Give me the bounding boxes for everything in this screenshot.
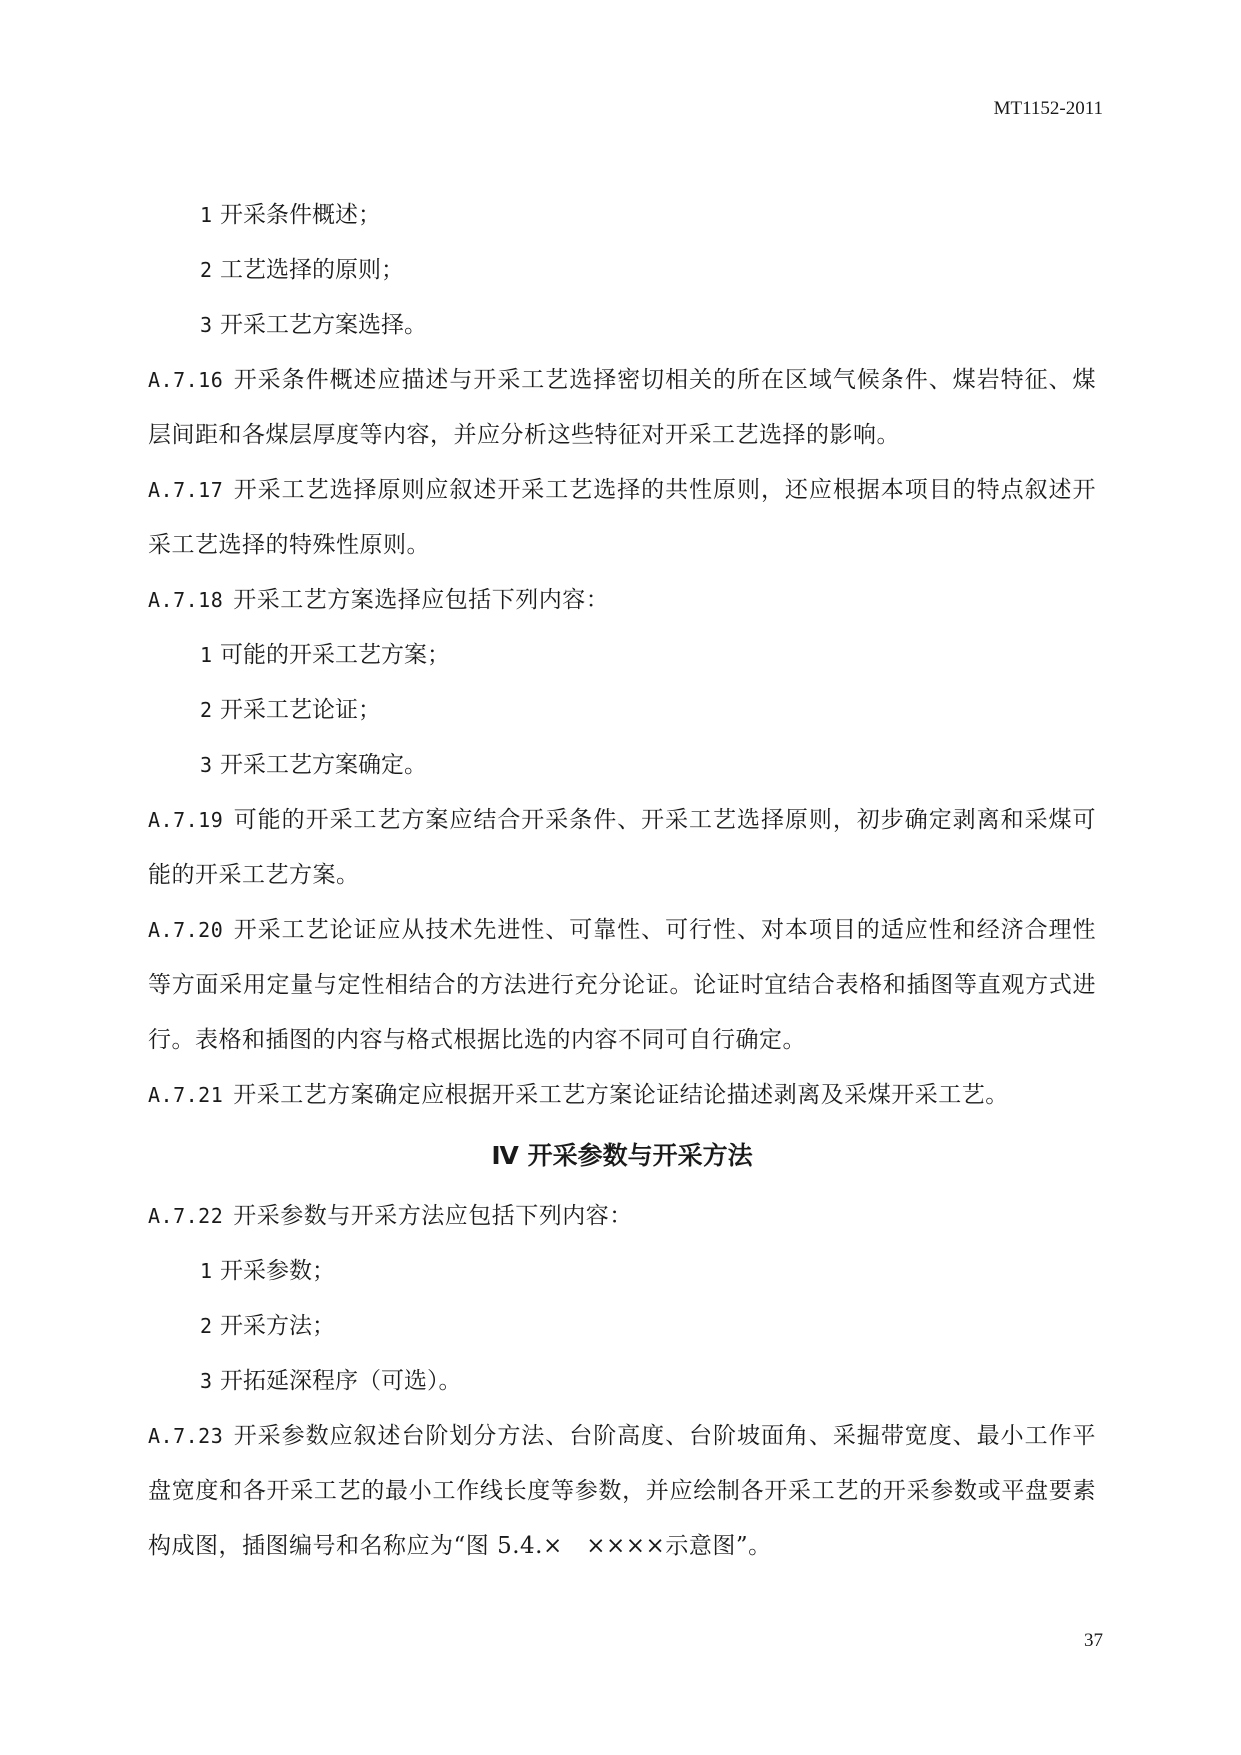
- clause-text: 开采工艺论证应从技术先进性、可靠性、可行性、对本项目的适应性和经济合理性等方面采用定量与定性相结合的方法进行充分论证。论证时宜结合表格和插图等直观方式进行。表格和插图的内容与格式根据比选的内容不同可自行确定。: [148, 917, 1096, 1053]
- list-item-text: 工艺选择的原则；: [220, 257, 405, 283]
- page-number: 37: [1084, 1630, 1103, 1651]
- document-body: [148, 188, 1096, 1574]
- list-item-text: 开采参数；: [220, 1258, 336, 1284]
- list-item-number: 1: [200, 203, 213, 227]
- clause-text: 可能的开采工艺方案应结合开采条件、开采工艺选择原则，初步确定剥离和采煤可能的开采工艺方案。: [148, 807, 1096, 888]
- list-item-text: 开拓延深程序（可选）。: [220, 1368, 462, 1394]
- clause-a723: [148, 1409, 1096, 1574]
- list-item-text: 开采工艺论证；: [220, 697, 382, 723]
- clause-a720: [148, 903, 1096, 1068]
- clause-number: A.7.19: [148, 808, 224, 832]
- clause-text: 开采工艺方案确定应根据开采工艺方案论证结论描述剥离及采煤开采工艺。: [233, 1082, 1009, 1108]
- list-item: [148, 683, 1096, 738]
- list-item: [148, 1244, 1096, 1299]
- list-item-text: 可能的开采工艺方案；: [220, 642, 451, 668]
- list-item-number: 1: [200, 1259, 213, 1283]
- list-item-text: 开采条件概述；: [220, 202, 382, 228]
- clause-a718: [148, 573, 1096, 628]
- clause-a716: [148, 353, 1096, 463]
- clause-number: A.7.16: [148, 368, 224, 392]
- clause-number: A.7.17: [148, 478, 224, 502]
- list-item-number: 1: [200, 643, 213, 667]
- list-item-number: 3: [200, 1369, 213, 1393]
- list-item-text: 开采方法；: [220, 1313, 336, 1339]
- clause-number: A.7.18: [148, 588, 224, 612]
- list-item-number: 3: [200, 313, 213, 337]
- list-item: [148, 188, 1096, 243]
- list-item-number: 2: [200, 1314, 213, 1338]
- clause-number: A.7.23: [148, 1424, 224, 1448]
- clause-number: A.7.21: [148, 1083, 224, 1107]
- list-item-number: 2: [200, 698, 213, 722]
- clause-a721: [148, 1068, 1096, 1123]
- clause-text: 开采参数与开采方法应包括下列内容：: [233, 1203, 633, 1229]
- list-item: [148, 298, 1096, 353]
- list-item-number: 2: [200, 258, 213, 282]
- list-item: [148, 738, 1096, 793]
- list-item-text: 开采工艺方案确定。: [220, 752, 428, 778]
- clause-text: 开采工艺方案选择应包括下列内容：: [233, 587, 610, 613]
- clause-text: 开采工艺选择原则应叙述开采工艺选择的共性原则，还应根据本项目的特点叙述开采工艺选择的特殊性原则。: [148, 477, 1096, 558]
- list-item: [148, 1299, 1096, 1354]
- clause-text: 开采参数应叙述台阶划分方法、台阶高度、台阶坡面角、采掘带宽度、最小工作平盘宽度和各开采工艺的最小工作线长度等参数，并应绘制各开采工艺的开采参数或平盘要素构成图，插图编号和名称应为“图 5.4.× ××××示意图”。: [148, 1423, 1096, 1559]
- standard-code: MT1152-2011: [993, 98, 1103, 119]
- clause-a722: [148, 1189, 1096, 1244]
- list-item: [148, 628, 1096, 683]
- clause-a717: [148, 463, 1096, 573]
- clause-number: A.7.22: [148, 1204, 224, 1228]
- list-item: [148, 1354, 1096, 1409]
- clause-number: A.7.20: [148, 918, 224, 942]
- list-item-text: 开采工艺方案选择。: [220, 312, 428, 338]
- list-item: [148, 243, 1096, 298]
- clause-text: 开采条件概述应描述与开采工艺选择密切相关的所在区域气候条件、煤岩特征、煤层间距和各煤层厚度等内容，并应分析这些特征对开采工艺选择的影响。: [148, 367, 1096, 448]
- clause-a719: [148, 793, 1096, 903]
- section-heading: Ⅳ 开采参数与开采方法: [491, 1141, 753, 1170]
- list-item-number: 3: [200, 753, 213, 777]
